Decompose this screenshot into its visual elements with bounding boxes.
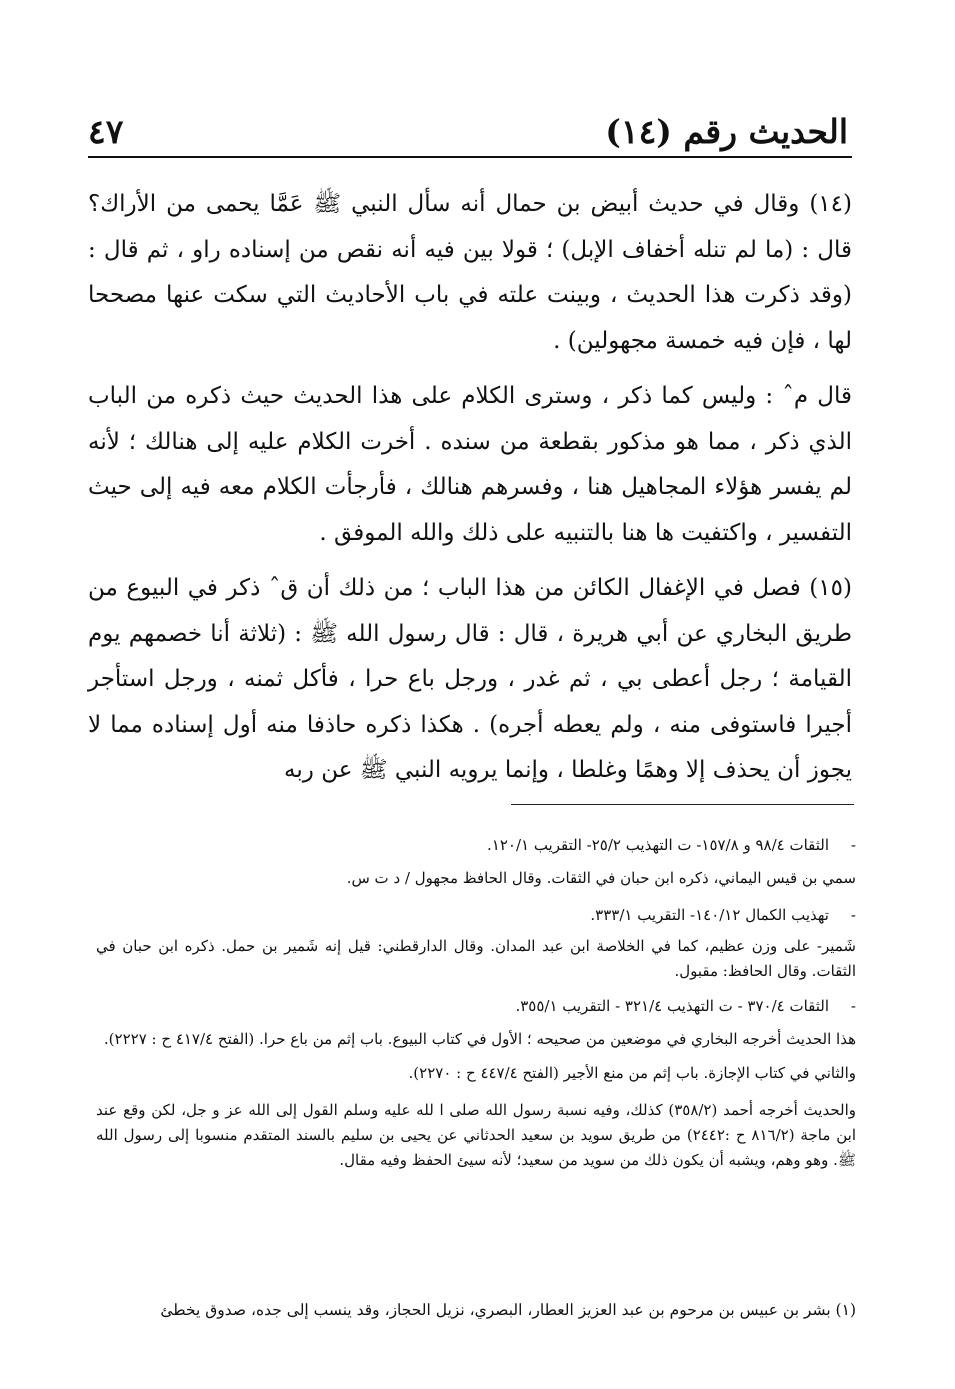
footnote-dash: - [850, 906, 856, 924]
footnote-note: شَمير- على وزن عظيم، كما في الخلاصة ابن عبد المدان. وقال الدارقطني: قيل إنه شَمير بن حمل. ذكره ابن حبان في الثقات. وقال الحافظ: مقبول. [96, 937, 856, 980]
footnote-entry [96, 833, 856, 858]
footnote-dash: - [850, 997, 856, 1015]
footnote-dash: - [850, 836, 856, 854]
footnote-note: والحديث أخرجه أحمد (٣٥٨/٢) كذلك، وفيه نسبة رسول الله صلى ا لله عليه وسلم القول إلى الله عز و جل، لكن وقع عند ابن ماجة (٨١٦/٢ ح :٢٤٤٢) من طريق سويد بن سعيد الحدثاني عن يحيى بن سليم بالسند المتقدم منسوبا إلى رسول الله ﷺ. وهو وهم، ويشبه أن يكون ذلك من سويد من سعيد؛ لأنه سيئ الحفظ وفيه مقال. [96, 1101, 856, 1169]
footnote-text: تهذيب الكمال ١٤٠/١٢- التقريب ٣٣٣/١. [590, 906, 829, 924]
footnotes [96, 833, 856, 1183]
footnote-note: هذا الحديث أخرجه البخاري في موضعين من صحيحه ؛ الأول في كتاب البيوع. باب إثم من باع حرا. (الفتح ٤١٧/٤ ح : ٢٢٢٧). [103, 1030, 856, 1048]
footnote-numbered: (١) بشر بن عبيس بن مرحوم بن عبد العزيز العطار، البصري، نزيل الحجاز، وقد ينسب إلى جده، صدوق يخطئ [160, 1301, 856, 1319]
footnote-note: سمي بن قيس اليماني، ذكره ابن حبان في الثقات. وقال الحافظ مجهول / د ت س. [346, 869, 856, 887]
footnote-text: الثقات ٣٧٠/٤ - ت التهذيب ٣٢١/٤ - التقريب ٣٥٥/١. [515, 997, 829, 1015]
running-title: الحديث رقم (١٤) [605, 112, 848, 151]
header-rule [88, 156, 852, 158]
footnote-entry [96, 903, 856, 928]
page-number: ٤٧ [88, 112, 124, 151]
main-text [88, 182, 852, 804]
footnote-separator [511, 804, 854, 805]
paragraph-hadith-15: (١٥) فصل في الإغفال الكائن من هذا الباب ؛ من ذلك أن قˆ ذكر في البيوع من طريق البخاري عن أبي هريرة ، قال : قال رسول الله ﷺ : (ثلاثة أنا خصمهم يوم القيامة ؛ رجل أعطى بي ، ثم غدر ، ورجل باع حرا ، فأكل ثمنه ، ورجل استأجر أجيرا فاستوفى منه ، ولم يعطه أجره) . هكذا ذكره حاذفا منه أول إسناده مما لا يجوز أن يحذف إلا وهمًا وغلطا ، وإنما يرويه النبي ﷺ عن ربه [88, 575, 852, 783]
paragraph-hadith-14: (١٤) وقال في حديث أبيض بن حمال أنه سأل النبي ﷺ عَمَّا يحمى من الأراك؟ قال : (ما لم تنله أخفاف الإبل) ؛ قولا بين فيه أنه نقص من إسناده راو ، ثم قال : (وقد ذكرت هذا الحديث ، وبينت علته في باب الأحاديث التي سكت عنها مصححا لها ، فإن فيه خمسة مجهولين) . [88, 191, 852, 354]
paragraph-commentary: قال مˆ : وليس كما ذكر ، وسترى الكلام على هذا الحديث حيث ذكره من الباب الذي ذكر ، مما هو مذكور بقطعة من سنده . أخرت الكلام عليه إلى هنالك ؛ لأنه لم يفسر هؤلاء المجاهيل هنا ، وفسرهم هنالك ، فأرجأت الكلام معه فيه إلى حيث التفسير ، واكتفيت ها هنا بالتنبيه على ذلك والله الموفق . [88, 383, 852, 546]
footnote-text: الثقات ٩٨/٤ و ١٥٧/٨- ت التهذيب ٢٥/٢- التقريب ١٢٠/١. [487, 836, 829, 854]
footnote-entry [96, 994, 856, 1019]
page-header [88, 112, 848, 160]
footnote-note: والثاني في كتاب الإجازة. باب إثم من منع الأجير (الفتح ٤٤٧/٤ ح : ٢٢٧٠). [408, 1064, 856, 1082]
